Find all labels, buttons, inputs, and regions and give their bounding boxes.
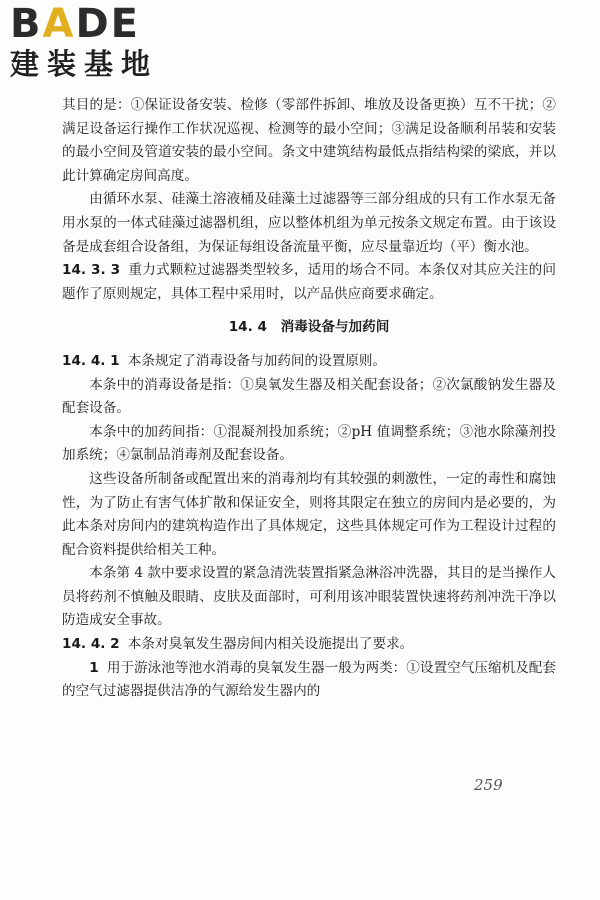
clause-text: 重力式颗粒过滤器类型较多，适用的场合不同。本条仅对其应关注的问题作了原则规定，具体工程中采用时，以产品供应商要求确定。 [62,262,556,302]
clause-14-4-1 [62,350,556,374]
list-item [62,657,556,704]
section-title: 消毒设备与加药间 [280,319,390,336]
clause-text: 本条对臭氧发生器房间内相关设施提出了要求。 [127,636,414,653]
paragraph: 这些设备所制备或配置出来的消毒剂均有其较强的刺激性，一定的毒性和腐蚀性，为了防止有害气体扩散和保证安全，则将其限定在独立的房间内是必要的，为此本条对房间内的建筑构造作出了具体规定，这些具体规定可作为工程设计过程的配合资料提供给相关工种。 [62,470,556,558]
logo-subtitle: 建装基地 [10,47,159,81]
clause-14-3-3 [62,259,556,306]
paragraph: 本条中的加药间指：①混凝剂投加系统；②pH 值调整系统；③池水除藻剂投加系统；④氯制品消毒剂及配套设备。 [62,423,556,464]
logo-letter-b: B [10,1,43,47]
section-heading [62,316,556,340]
clause-number: 14. 3. 3 [62,262,121,279]
clause-14-4-2 [62,633,556,657]
clause-number: 14. 4. 1 [62,352,120,369]
paragraph: 其目的是：①保证设备安装、检修（零部件拆卸、堆放及设备更换）互不干扰；②满足设备运行操作工作状况巡视、检测等的最小空间；③满足设备顺利吊装和安装的最小空间及管道安装的最小空间。条文中建筑结构最低点指结构梁的梁底，并以此计算确定房间高度。 [62,97,556,184]
page-number: 259 [474,776,503,794]
clause-text: 本条规定了消毒设备与加药间的设置原则。 [127,352,387,369]
item-text: 用于游泳池等池水消毒的臭氧发生器一般为两类：①设置空气压缩机及配套的空气过滤器提供洁净的气源给发生器内的 [62,659,556,700]
logo-letter-a: A [42,1,76,47]
logo-letters-de: DE [75,1,140,47]
paragraph: 由循环水泵、硅藻土溶液桶及硅藻土过滤器等三部分组成的只有工作水泵无备用水泵的一体式硅藻过滤器机组，应以整体机组为单元按条文规定布置。由于该设备是成套组合设备组，为保证每组设备流量平衡，应尽量靠近均（平）衡水池。 [62,191,556,255]
paragraph: 本条中的消毒设备是指：①臭氧发生器及相关配套设备；②次氯酸钠发生器及配套设备。 [62,376,556,417]
logo [10,2,185,94]
logo-wordmark [10,2,185,46]
item-number: 1 [89,659,99,676]
section-number: 14. 4 [228,319,267,336]
clause-number: 14. 4. 2 [62,636,120,653]
paragraph: 本条第 4 款中要求设置的紧急清洗装置指紧急淋浴冲洗器，其目的是当操作人员将药剂不慎触及眼睛、皮肤及面部时，可利用该冲眼装置快速将药剂冲洗干净以防造成安全事故。 [62,565,556,629]
page-body [62,94,556,704]
